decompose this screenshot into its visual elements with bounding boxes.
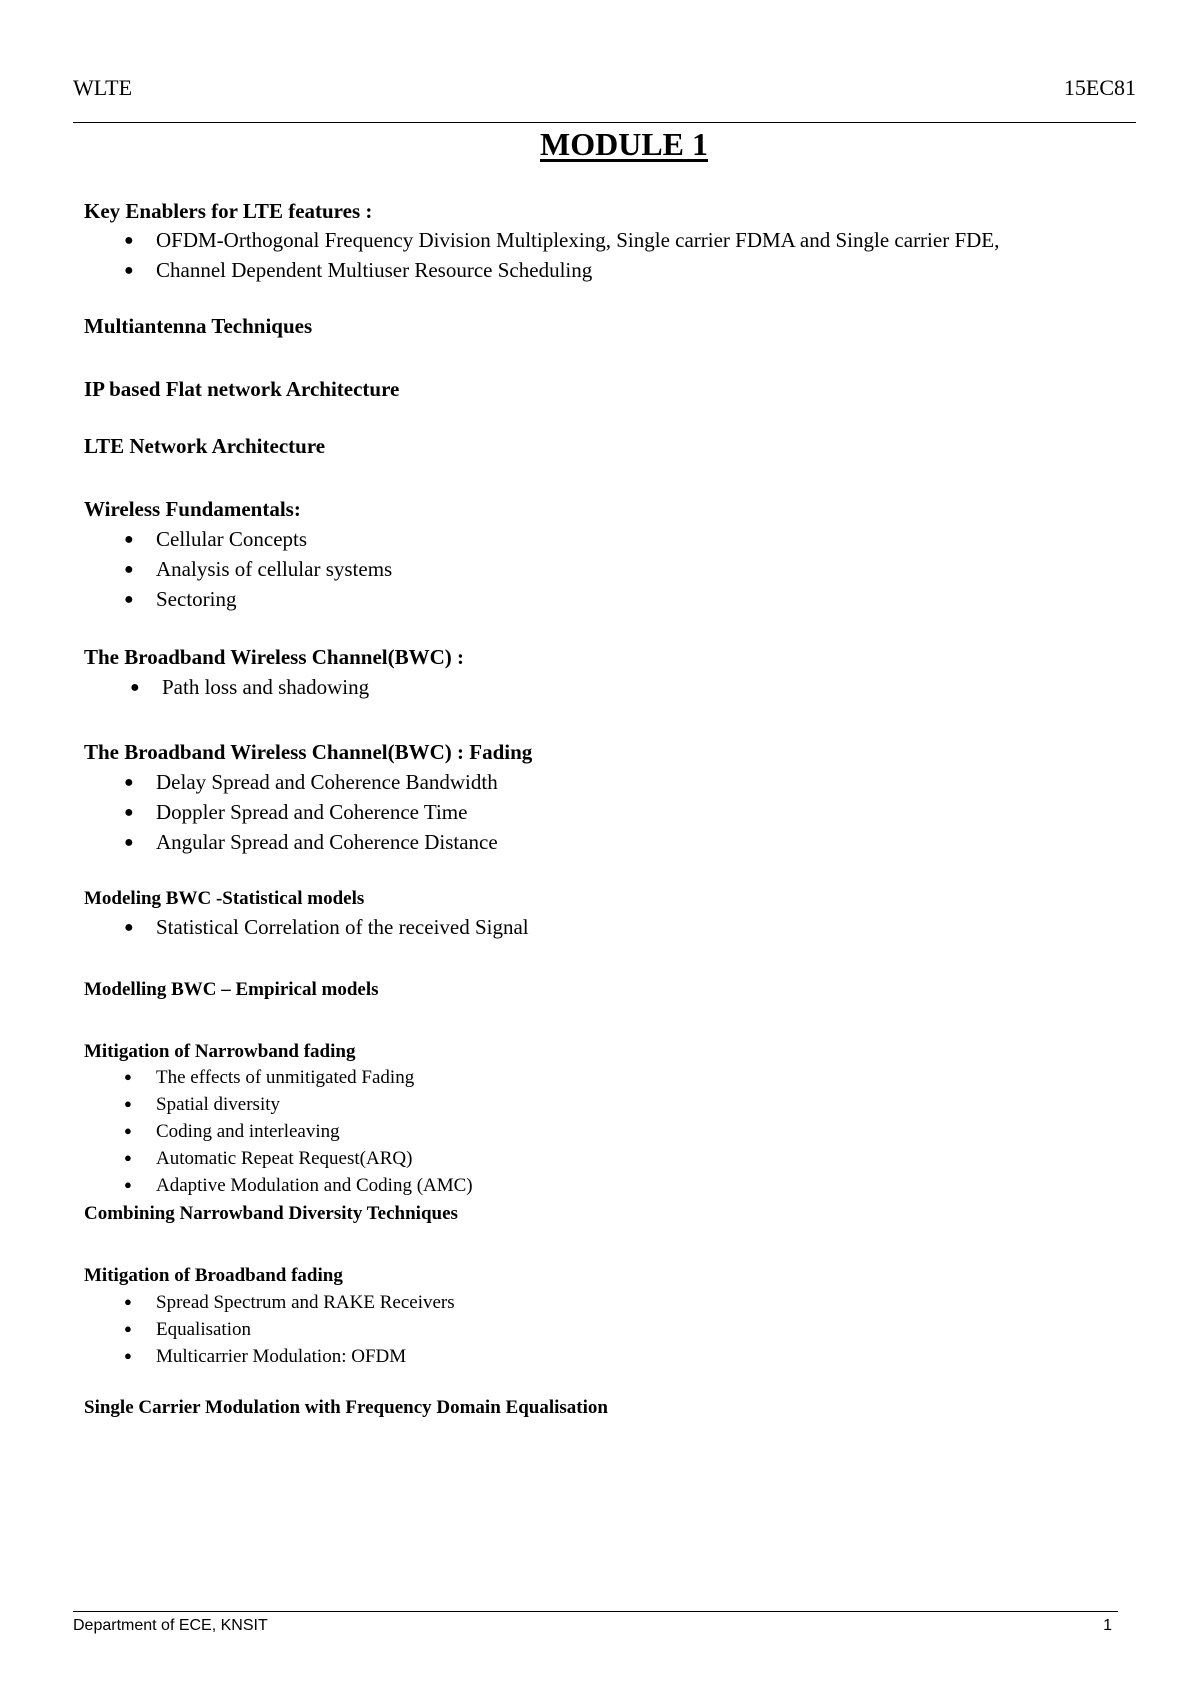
header-right-text: 15EC81: [1063, 75, 1136, 100]
list-item: ● The effects of unmitigated Fading: [124, 1067, 415, 1088]
list-item: ● Multicarrier Modulation: OFDM: [124, 1346, 407, 1367]
list-item: ● Automatic Repeat Request(ARQ): [124, 1148, 413, 1169]
section-heading-multiantenna: Multiantenna Techniques: [84, 314, 313, 338]
list-item: ● Coding and interleaving: [124, 1121, 340, 1142]
bullet-icon: ●: [124, 1321, 132, 1336]
bullet-icon: ●: [124, 232, 134, 249]
bullet-icon: ●: [124, 834, 134, 851]
list-item: ● Equalisation: [124, 1319, 251, 1340]
footer-left-text: Department of ECE, KNSIT: [73, 1617, 268, 1634]
section-heading-bwc: The Broadband Wireless Channel(BWC) :: [84, 645, 465, 669]
list-item: ● Sectoring: [124, 587, 237, 611]
header-divider: [73, 122, 1136, 123]
bullet-icon: ●: [124, 531, 134, 548]
list-item: ● Statistical Correlation of the received Signal: [124, 915, 529, 939]
list-item: ● OFDM-Orthogonal Frequency Division Multiplexing, Single carrier FDMA and Single carrier FDE,: [124, 228, 1000, 252]
list-item: ● Cellular Concepts: [124, 527, 308, 551]
bullet-icon: ●: [124, 1069, 132, 1084]
section-heading-empirical-models: Modelling BWC – Empirical models: [84, 979, 379, 1000]
list-item: ● Doppler Spread and Coherence Time: [124, 800, 468, 824]
footer-divider: [73, 1611, 1118, 1612]
page-title: MODULE 1: [540, 126, 708, 162]
section-heading-ip-flat-network: IP based Flat network Architecture: [84, 377, 400, 401]
list-item: ● Analysis of cellular systems: [124, 557, 393, 581]
list-item: ● Delay Spread and Coherence Bandwidth: [124, 770, 498, 794]
section-heading-lte-network: LTE Network Architecture: [84, 434, 326, 458]
section-heading-single-carrier: Single Carrier Modulation with Frequency Domain Equalisation: [84, 1397, 608, 1418]
list-item: ● Angular Spread and Coherence Distance: [124, 830, 498, 854]
header-left-text: WLTE: [73, 75, 133, 100]
section-heading-narrowband-fading: Mitigation of Narrowband fading: [84, 1041, 356, 1062]
list-item: ● Spread Spectrum and RAKE Receivers: [124, 1292, 455, 1313]
list-item: ● Channel Dependent Multiuser Resource Scheduling: [124, 258, 593, 282]
section-heading-key-enablers: Key Enablers for LTE features :: [84, 199, 373, 223]
bullet-icon: ●: [124, 1123, 132, 1138]
bullet-icon: ●: [124, 1348, 132, 1363]
section-heading-broadband-fading: Mitigation of Broadband fading: [84, 1265, 343, 1286]
bullet-icon: ●: [124, 591, 134, 608]
bullet-icon: ●: [124, 804, 134, 821]
section-heading-combining-narrowband: Combining Narrowband Diversity Techniques: [84, 1203, 458, 1224]
bullet-icon: ●: [130, 679, 140, 696]
bullet-icon: ●: [124, 1150, 132, 1165]
list-item: ● Path loss and shadowing: [130, 675, 370, 699]
bullet-icon: ●: [124, 262, 134, 279]
bullet-icon: ●: [124, 1294, 132, 1309]
list-item: ● Spatial diversity: [124, 1094, 281, 1115]
bullet-icon: ●: [124, 1177, 132, 1192]
list-item: ● Adaptive Modulation and Coding (AMC): [124, 1175, 473, 1196]
section-heading-statistical-models: Modeling BWC -Statistical models: [84, 888, 365, 909]
page-number: 1: [1103, 1617, 1112, 1634]
bullet-icon: ●: [124, 1096, 132, 1111]
section-heading-bwc-fading: The Broadband Wireless Channel(BWC) : Fading: [84, 740, 533, 764]
bullet-icon: ●: [124, 561, 134, 578]
bullet-icon: ●: [124, 774, 134, 791]
bullet-icon: ●: [124, 919, 134, 936]
section-heading-wireless-fundamentals: Wireless Fundamentals:: [84, 497, 301, 521]
